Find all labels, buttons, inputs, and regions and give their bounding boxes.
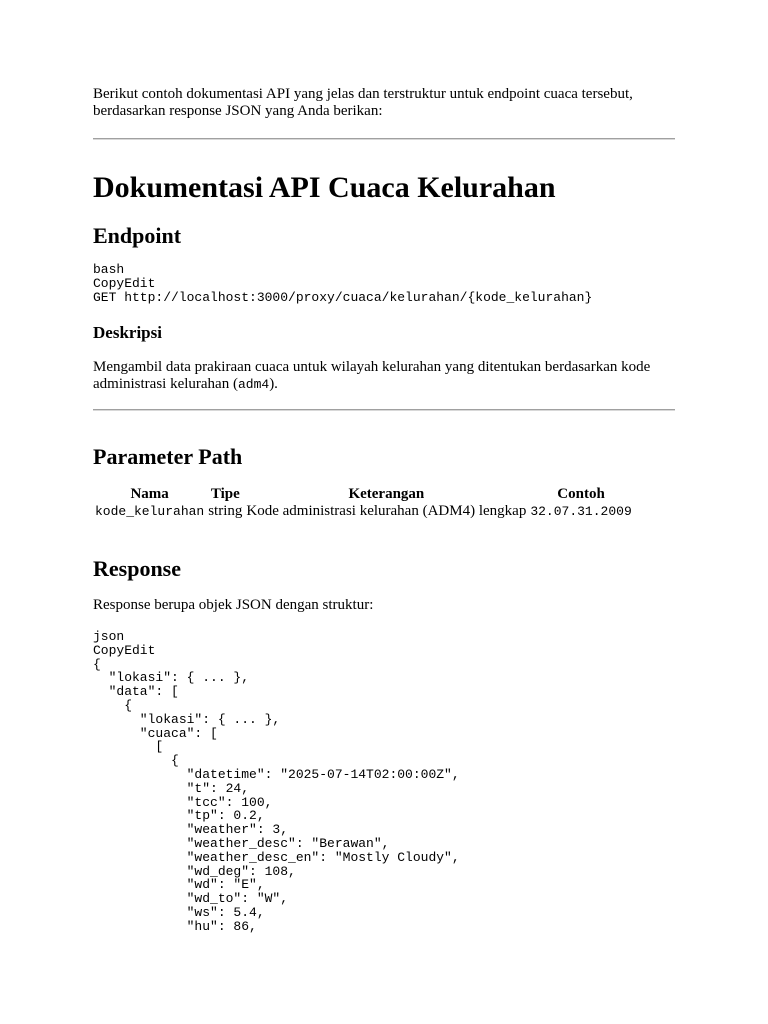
copy-edit-button[interactable]: CopyEdit (93, 275, 156, 291)
description-text: Mengambil data prakiraan cuaca untuk wilayah kelurahan yang ditentukan berdasarkan kode administrasi kelurahan ( (93, 359, 651, 392)
parameter-table (93, 486, 634, 520)
endpoint-code: GET http://localhost:3000/proxy/cuaca/kelurahan/{kode_kelurahan} (93, 289, 593, 305)
code-language-label: bash (93, 262, 125, 277)
code-language-label: json (93, 629, 125, 644)
description-text-end: ). (269, 376, 278, 392)
divider (93, 138, 675, 140)
column-header-contoh: Contoh (557, 486, 605, 502)
description-heading: Deskripsi (93, 323, 162, 342)
column-header-keterangan: Keterangan (348, 486, 425, 502)
table-header-row (93, 486, 634, 503)
description-paragraph (93, 359, 675, 393)
divider (93, 409, 675, 411)
column-header-tipe: Tipe (210, 486, 240, 502)
response-json-code: { "lokasi": { ... }, "data": [ { "lokasi": { ... }, "cuaca": [ [ { "datetime": "2025-07-14T02:00:00Z", "t": 24, "tcc": 100, "tp": 0.2, "weather": 3, "weather_desc": "Berawan", "weather_desc_en": "Mostly Cloudy", "wd_deg": 108, "wd": "E", "wd_to": "W", "ws": 5.4, "hu": 86, (93, 656, 460, 934)
description-inline-code: adm4 (237, 377, 270, 392)
param-example-cell: 32.07.31.2009 (530, 504, 632, 519)
response-code-block (93, 630, 460, 934)
response-heading: Response (93, 556, 182, 581)
endpoint-heading: Endpoint (93, 223, 182, 248)
endpoint-code-block (93, 263, 592, 304)
response-paragraph: Response berupa objek JSON dengan struktur: (93, 597, 374, 613)
table-row (93, 503, 634, 520)
param-type-cell: string (208, 503, 243, 519)
copy-edit-button[interactable]: CopyEdit (93, 642, 156, 658)
parameter-heading: Parameter Path (93, 444, 243, 469)
param-description-cell: Kode administrasi kelurahan (ADM4) lengkap (246, 503, 527, 519)
param-name-cell: kode_kelurahan (95, 504, 205, 519)
column-header-nama: Nama (130, 486, 169, 502)
intro-paragraph: Berikut contoh dokumentasi API yang jelas dan terstruktur untuk endpoint cuaca tersebut, berdasarkan response JSON yang Anda berikan: (93, 86, 633, 119)
page-title: Dokumentasi API Cuaca Kelurahan (93, 171, 556, 204)
